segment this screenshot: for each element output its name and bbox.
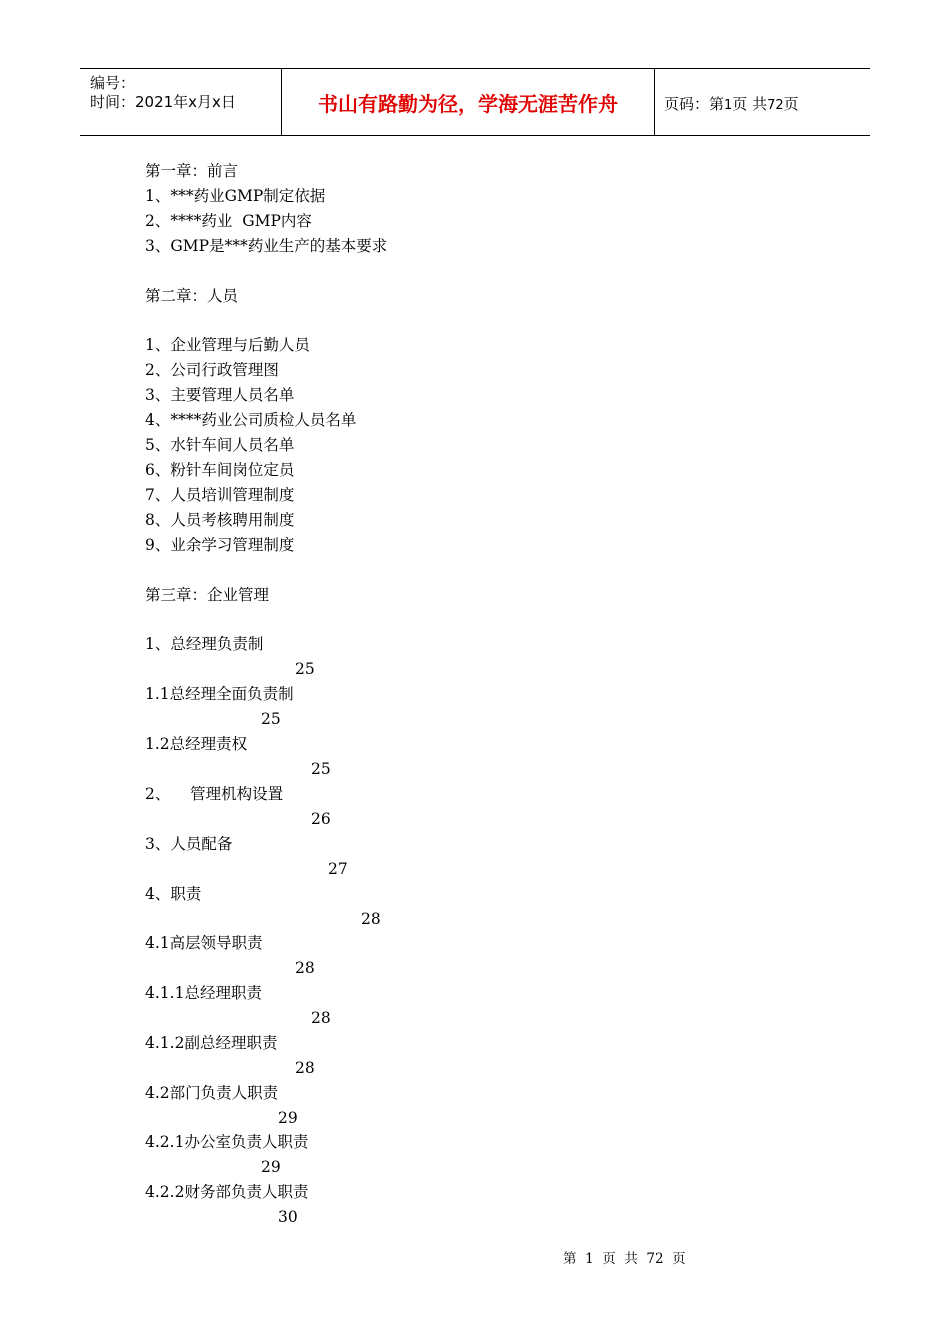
toc-chapter-heading: 第三章：企业管理 xyxy=(145,586,270,604)
toc-page-number: 28 xyxy=(311,1009,331,1027)
header-page-cell xyxy=(655,69,870,135)
toc-entry: 3、人员配备 xyxy=(145,835,233,853)
toc-page-number: 25 xyxy=(261,710,281,728)
toc-page-number: 25 xyxy=(311,760,331,778)
header-motto: 书山有路勤为径，学海无涯苦作舟 xyxy=(282,69,655,135)
toc-entry: 1.2总经理责权 xyxy=(145,735,248,753)
toc-page-number: 27 xyxy=(328,860,348,878)
toc-chapter-heading: 第二章：人员 xyxy=(145,287,239,305)
toc-entry: 5、水针车间人员名单 xyxy=(145,436,295,454)
page-footer: 第 1 页 共 72 页 xyxy=(563,1251,686,1267)
toc-entry: 4.1.1总经理职责 xyxy=(145,984,262,1002)
toc-entry: 3、GMP是***药业生产的基本要求 xyxy=(145,237,388,255)
page-prefix: 页码：第 xyxy=(664,95,725,113)
toc-entry: 4、职责 xyxy=(145,885,202,903)
header-meta-cell xyxy=(80,69,282,135)
toc-entry: 3、主要管理人员名单 xyxy=(145,386,295,404)
toc-page-number: 28 xyxy=(361,910,381,928)
toc-entry: 2、公司行政管理图 xyxy=(145,361,279,379)
toc-page-number: 29 xyxy=(261,1158,281,1176)
toc-page-number: 25 xyxy=(295,660,315,678)
toc-entry: 4.1高层领导职责 xyxy=(145,934,263,952)
toc-entry: 2、****药业 GMP内容 xyxy=(145,212,312,230)
toc-entry: 4.2.1办公室负责人职责 xyxy=(145,1133,309,1151)
toc-entry: 1、总经理负责制 xyxy=(145,635,264,653)
toc-entry: 4、****药业公司质检人员名单 xyxy=(145,411,357,429)
toc-page-number: 26 xyxy=(311,810,331,828)
toc-page-number: 29 xyxy=(278,1109,298,1127)
document-code-label: 编号： xyxy=(90,74,136,92)
header-page-number xyxy=(664,93,799,114)
toc-entry: 4.1.2副总经理职责 xyxy=(145,1034,278,1052)
toc-entry: 1.1总经理全面负责制 xyxy=(145,685,294,703)
page-current: 1 xyxy=(724,98,733,113)
page-suffix: 页 xyxy=(783,95,799,113)
page-mid: 页 共 xyxy=(732,95,768,113)
toc-entry: 8、人员考核聘用制度 xyxy=(145,511,295,529)
toc-entry: 4.2.2财务部负责人职责 xyxy=(145,1183,309,1201)
toc-page-number: 28 xyxy=(295,959,315,977)
toc-entry: 2、 管理机构设置 xyxy=(145,785,284,803)
page-total: 72 xyxy=(767,98,784,113)
toc-page-number: 30 xyxy=(278,1208,298,1226)
page-header xyxy=(80,68,870,136)
document-date-label: 时间：2021年x月x日 xyxy=(90,93,236,111)
toc-chapter-heading: 第一章：前言 xyxy=(145,162,239,180)
toc-entry: 9、业余学习管理制度 xyxy=(145,536,295,554)
toc-entry: 1、企业管理与后勤人员 xyxy=(145,336,310,354)
toc-entry: 1、***药业GMP制定依据 xyxy=(145,187,326,205)
toc-entry: 6、粉针车间岗位定员 xyxy=(145,461,295,479)
toc-entry: 7、人员培训管理制度 xyxy=(145,486,295,504)
toc-entry: 4.2部门负责人职责 xyxy=(145,1084,279,1102)
toc-page-number: 28 xyxy=(295,1059,315,1077)
